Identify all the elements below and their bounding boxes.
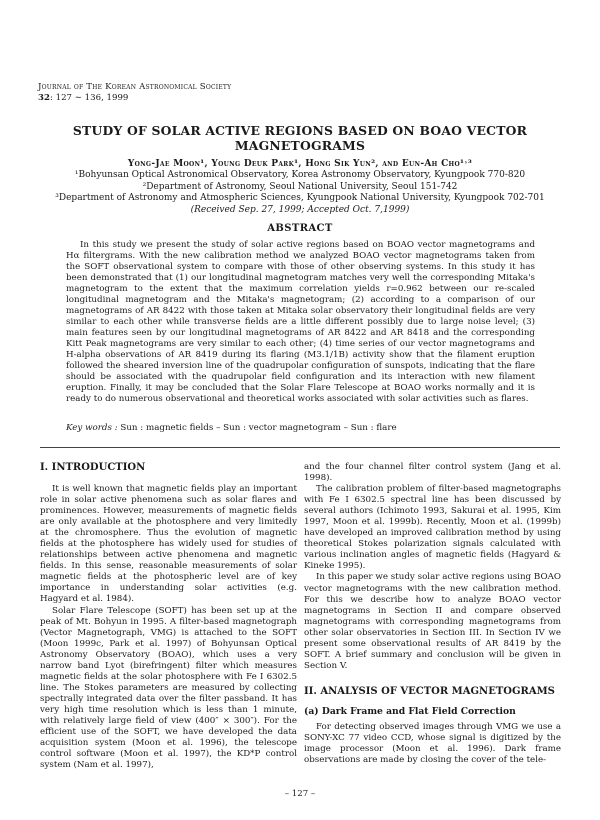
affiliation-2: ²Department of Astronomy, Seoul National University, Seoul 151-742: [142, 181, 458, 192]
journal-header: [38, 82, 231, 104]
intro-paragraph-1: It is well known that magnetic fields play an important role in solar active phenomena such as solar flares and prominences. However, measurements of magnetic fields are only available at the photosphere and very limitedly at the chromosphere. Thus the evolution of magnetic fields at the photosphere has widely used for studies of relationships between active phenomena and magnetic fields. In this sense, reasonable measurements of solar magnetic fields at the photospheric level are of key importance in understanding solar activities (e.g. Hagyard et al. 1984).: [40, 484, 297, 605]
affiliation-1: ¹Bohyunsan Optical Astronomical Observatory, Korea Astronomy Observatory, Kyungpook 770-820: [74, 170, 526, 181]
author-block: [30, 159, 570, 216]
journal-volume: 32: [38, 93, 50, 103]
abstract-text: In this study we present the study of solar active regions based on BOAO vector magnetograms and Hα filtergrams. With the new calibration method we analyzed BOAO vector magnetograms taken from the SOFT observational system to compare with those of other observing systems. In this study it has been demonstrated that (1) our longitudinal magnetogram matches very well the corresponding Mitaka's magnetogram to the extent that the maximum correlation yields r=0.962 between our re-scaled longitudinal magnetogram and the Mitaka's magnetogram; (2) according to a comparison of our magnetograms of AR 8422 with those taken at Mitaka solar observatory their longitudinal fields are very similar to each other while transverse fields are a little different possibly due to large noise level; (3) main features seen by our longitudinal magnetograms of AR 8422 and AR 8418 and the corresponding Kitt Peak magnetograms are very similar to each other; (4) time series of our vector magnetograms and H-alpha observations of AR 8419 during its flaring (M3.1/1B) activity show that the filament eruption followed the sheared inversion line of the quadrupolar configuration of sunspots, indicating that the flare should be associated with the quadrupolar field configuration and its interaction with new filament eruption. Finally, it may be concluded that the Solar Flare Telescope at BOAO works normally and it is ready to do numerous observational and theoretical works associated with solar activities such as flares.: [66, 240, 535, 404]
journal-pages: : 127 ∼ 136, 1999: [49, 93, 129, 103]
intro-paragraph-2: Solar Flare Telescope (SOFT) has been set up at the peak of Mt. Bohyun in 1995. A filter-based magnetograph (Vector Magnetograph, VMG) is attached to the SOFT (Moon 1999c, Park et al. 1997) of Bohyunsan Optical Astronomy Observatory (BOAO), which uses a very narrow band Lyot (birefringent) filter which measures magnetic fields at the solar photosphere with Fe I 6302.5 line. The Stokes parameters are measured by collecting spectrally integrated data over the filter passband. It has very high time resolution which is less than 1 minute, with relatively large field of view (400″ × 300″). For the efficient use of the SOFT, we have developed the data acquisition system (Moon et al. 1996), the telescope control software (Moon et al. 1997), the KD*P control system (Nam et al. 1997),: [40, 605, 297, 771]
keywords-label: Key words :: [66, 423, 118, 433]
right-column: [304, 462, 561, 766]
keywords: [66, 423, 535, 434]
journal-name: Journal of The Korean Astronomical Society: [38, 82, 232, 92]
keywords-text: Sun : magnetic fields – Sun : vector magnetogram – Sun : flare: [117, 423, 397, 433]
left-column: [40, 462, 297, 771]
intro-continuation: and the four channel filter control system (Jang et al. 1998).: [304, 462, 561, 484]
author-names: Yong-Jae Moon¹, Young Deuk Park¹, Hong Sik Yun², and Eun-Ah Cho¹˒³: [127, 159, 473, 169]
page-number: – 127 –: [284, 789, 316, 799]
affiliation-3: ³Department of Astronomy and Atmospheric Sciences, Kyungpook National University, Kyungpook 702-701: [55, 193, 545, 204]
abstract-heading: ABSTRACT: [267, 223, 333, 234]
journal-citation: [38, 93, 231, 104]
dark-frame-paragraph: For detecting observed images through VMG we use a SONY-XC 77 video CCD, whose signal is digitized by the image processor (Moon et al. 1996). Dark frame observations are made by closing the cover of the tele-: [304, 721, 561, 766]
received-dates: (Received Sep. 27, 1999; Accepted Oct. 7,1999): [190, 204, 410, 215]
subsection-heading-dark-frame: (a) Dark Frame and Flat Field Correction: [304, 705, 516, 717]
divider-rule: [40, 447, 560, 448]
intro-paragraph-4: In this paper we study solar active regions using BOAO vector magnetograms with the new calibration method. For this we describe how to analyze BOAO vector magnetograms in Section II and compare observed magnetograms with corresponding magnetograms from other solar observatories in Section III. In Section IV we present some observational results of AR 8419 by the SOFT. A brief summary and conclusion will be given in Section V.: [304, 572, 561, 671]
section-heading-introduction: I. INTRODUCTION: [40, 462, 146, 473]
intro-paragraph-3: The calibration problem of filter-based magnetographs with Fe I 6302.5 spectral line has been discussed by several authors (Ichimoto 1993, Sakurai et al. 1995, Kim 1997, Moon et al. 1999b). Recently, Moon et al. (1999b) have developed an improved calibration method by using theoretical Stokes polarization signals calculated with various inclination angles of magnetic fields (Hagyard & Kineke 1995).: [304, 484, 561, 572]
section-heading-analysis: II. ANALYSIS OF VECTOR MAGNETOGRAMS: [304, 685, 555, 697]
paper-title: STUDY OF SOLAR ACTIVE REGIONS BASED ON BOAO VECTOR MAGNETOGRAMS: [72, 123, 528, 153]
